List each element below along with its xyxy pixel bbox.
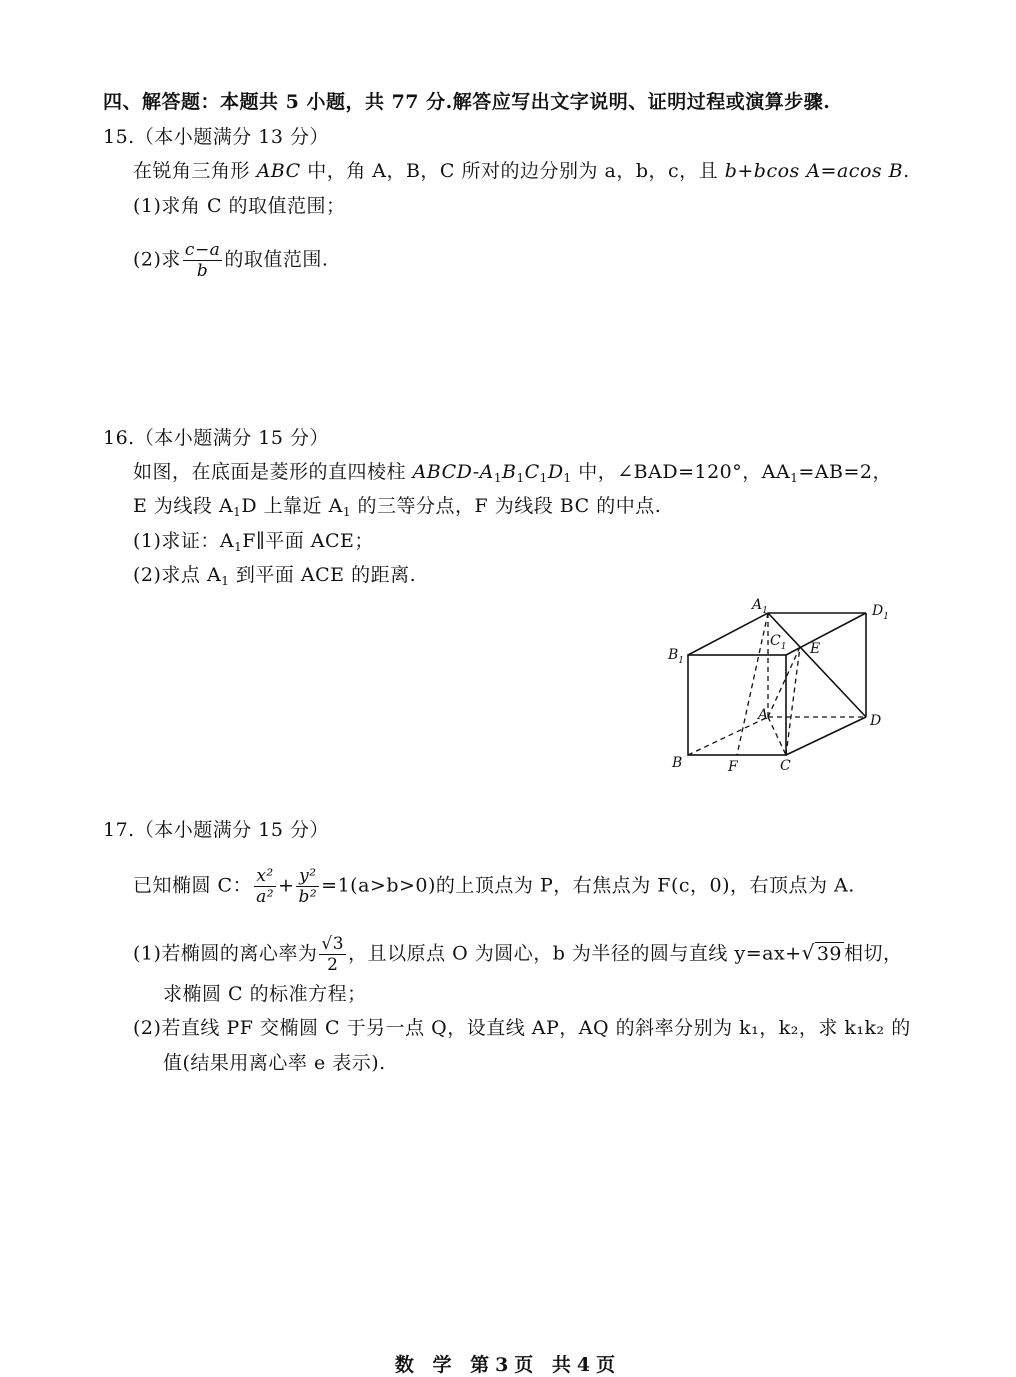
q16-part1: (1)求证：$A_1F\parallel$平面 ACE；	[133, 530, 374, 554]
label-a1: $A_1$	[752, 597, 768, 616]
q15-part2: (2)求 $\frac{c-a}{b}$ 的取值范围.	[133, 240, 329, 281]
edge-b1-a1	[688, 613, 768, 655]
label-c: C	[780, 758, 791, 774]
q17-stem: 已知椭圆 C： $\frac{\text{x²}}{\text{a²}}$ + $\frac{\text{y²}}{\text{b²}}$ =1(a>b>0)的上顶点为 P，右焦点为 F(c，0)，右顶点为 A.	[133, 866, 855, 907]
label-f: F	[728, 759, 738, 775]
q15-fraction: $\frac{c-a}{b}$	[184, 240, 221, 281]
ellipse-y-fraction: $\frac{\text{y²}}{\text{b²}}$	[298, 866, 318, 907]
q17-part2-line2: 值(结果用离心率 e 表示).	[163, 1052, 386, 1074]
eccentricity-fraction: $\frac{√3}{2}$	[321, 934, 345, 975]
q17-part2-line1: (2)若直线 PF 交椭圆 C 于另一点 Q，设直线 AP，AQ 的斜率分别为 k₁，k₂，求 k₁k₂ 的	[133, 1017, 911, 1039]
edge-a-c	[768, 717, 786, 755]
ellipse-x-fraction: $\frac{\text{x²}}{\text{a²}}$	[256, 866, 275, 907]
section-heading: 四、解答题：本题共 5 小题，共 77 分.解答应写出文字说明、证明过程或演算步骤.	[103, 91, 831, 113]
prism-figure	[660, 595, 920, 785]
edge-a1-f	[737, 613, 768, 755]
label-d1: $D_1$	[872, 603, 889, 622]
q16-line1: 如图，在底面是菱形的直四棱柱 ABCD-$A_1B_1C_1D_1$ 中，∠BAD=120°，$AA_1=AB=2$，	[133, 461, 892, 485]
q15-title: 15.（本小题满分 13 分）	[103, 126, 329, 148]
q17-title: 17.（本小题满分 15 分）	[103, 819, 329, 841]
edge-c1-d1	[786, 613, 866, 655]
edge-c-d	[786, 717, 866, 755]
q15-part1: (1)求角 C 的取值范围；	[133, 195, 346, 217]
label-e: E	[810, 641, 821, 657]
q16-title: 16.（本小题满分 15 分）	[103, 427, 329, 449]
q17-part1-line1: (1)若椭圆的离心率为 $\frac{√3}{2}$ ，且以原点 O 为圆心，b 为半径的圆与直线 y=ax+√ 39 相切，	[133, 934, 903, 975]
edge-c-e	[786, 647, 800, 755]
q15-stem: 在锐角三角形 ABC 中，角 A，B，C 所对的边分别为 a，b，c，且 b+bcos A=acos B.	[133, 160, 910, 182]
label-b: B	[672, 755, 683, 771]
q16-part2: (2)求点 $A_1$ 到平面 ACE 的距离.	[133, 564, 417, 588]
page-footer: 数 学 第3页 共4页	[394, 1354, 622, 1376]
front-face	[688, 655, 786, 755]
label-d: D	[870, 713, 882, 729]
label-a: A	[758, 707, 769, 723]
edge-a1-d	[768, 613, 866, 717]
q17-part1-line2: 求椭圆 C 的标准方程；	[163, 983, 367, 1005]
label-b1: $B_1$	[668, 647, 685, 666]
q16-line2: E 为线段 $A_1D$ 上靠近 $A_1$ 的三等分点，F 为线段 BC 的中点.	[133, 495, 662, 519]
edge-b-a	[688, 717, 768, 755]
label-c1: $C_1$	[770, 633, 787, 652]
